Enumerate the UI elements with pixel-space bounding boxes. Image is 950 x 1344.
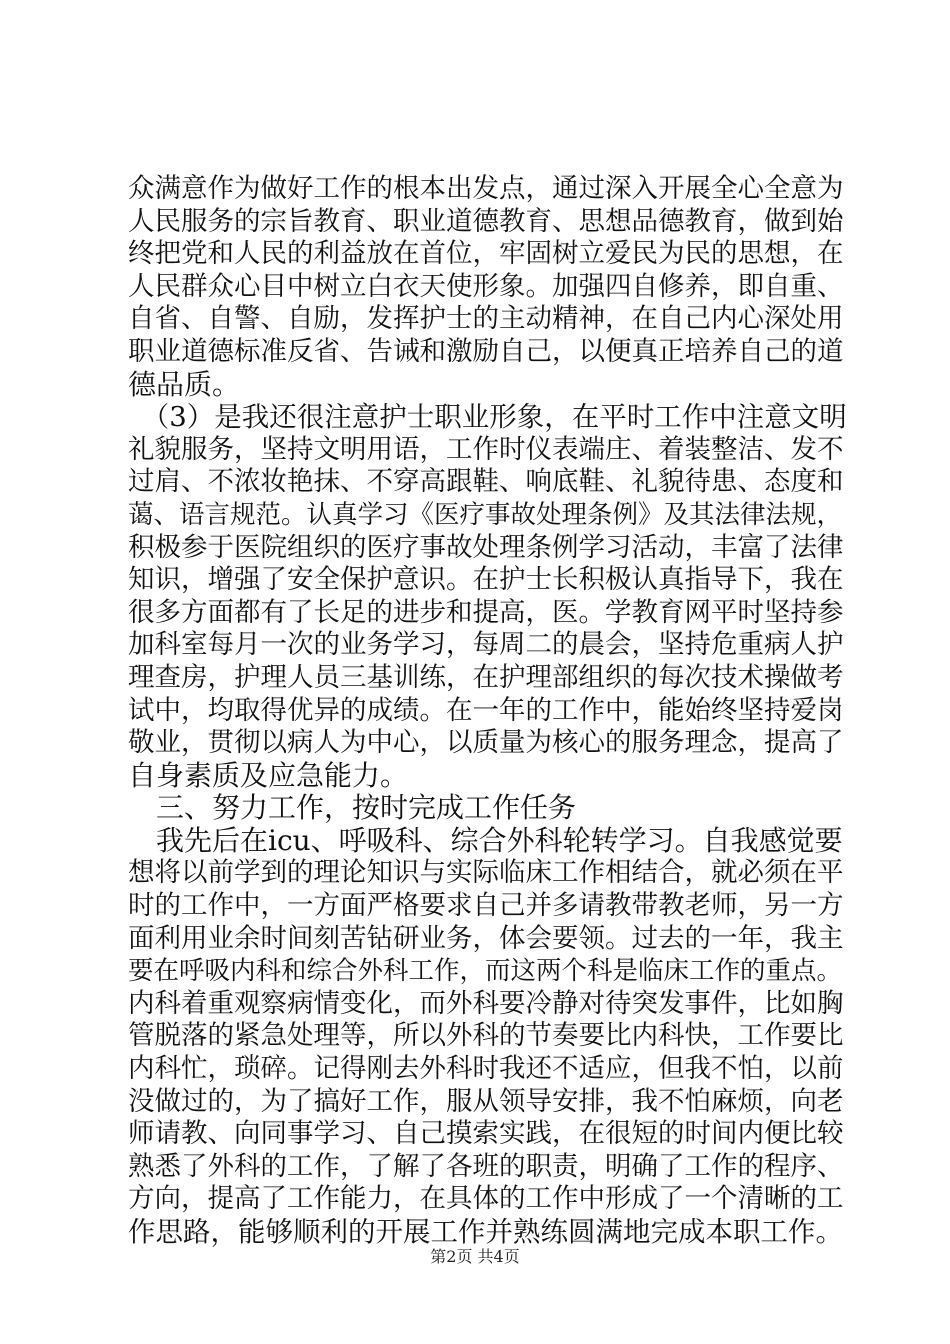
- text-line: 蔼、语言规范。认真学习《医疗事故处理条例》及其法律法规，: [128, 499, 843, 530]
- text-line: 要在呼吸内科和综合外科工作，而这两个科是临床工作的重点。: [128, 956, 843, 987]
- text-line: 人民服务的宗旨教育、职业道德教育、思想品德教育，做到始: [128, 205, 844, 237]
- text-line: 人民群众心目中树立白衣天使形象。加强四自修养，即自重、: [128, 270, 844, 302]
- text-line: 管脱落的紧急处理等，所以外科的节奏要比内科快，工作要比: [128, 1020, 844, 1052]
- text-line: 内科着重观察病情变化，而外科要冷静对待突发事件，比如胸: [128, 987, 844, 1019]
- text-line: 没做过的，为了搞好工作，服从领导安排，我不怕麻烦，向老: [128, 1085, 844, 1117]
- text-line: 积极参于医院组织的医疗事故处理条例学习活动，丰富了法律: [128, 531, 844, 563]
- text-line: 三、努力工作，按时完成工作任务: [128, 791, 577, 825]
- text-line: 礼貌服务，坚持文明用语，工作时仪表端庄、着装整洁、发不: [128, 433, 844, 465]
- text-line: 理查房，护理人员三基训练，在护理部组织的每次技术操做考: [128, 661, 844, 693]
- page-number-footer: 第2页 共4页: [430, 1247, 520, 1266]
- text-line: 终把党和人民的利益放在首位，牢固树立爱民为民的思想，在: [128, 238, 844, 270]
- text-line: 我先后在icu、呼吸科、综合外科轮转学习。自我感觉要: [128, 823, 843, 857]
- text-line: 自身素质及应急能力。: [128, 758, 409, 792]
- text-line: 方向，提高了工作能力，在具体的工作中形成了一个清晰的工: [128, 1183, 844, 1215]
- text-line: 内科忙，琐碎。记得刚去外科时我还不适应，但我不怕，以前: [128, 1053, 844, 1085]
- text-line: 作思路，能够顺利的开展工作并熟练圆满地完成本职工作。: [128, 1216, 843, 1248]
- document-body: [128, 173, 848, 1249]
- text-line: 加科室每月一次的业务学习，每周二的晨会，坚持危重病人护: [128, 629, 844, 661]
- text-line: 知识，增强了安全保护意识。在护士长积极认真指导下，我在: [128, 564, 844, 596]
- text-line: 试中，均取得优异的成绩。在一年的工作中，能始终坚持爱岗: [128, 694, 844, 726]
- text-line: 面利用业余时间刻苦钻研业务，体会要领。过去的一年，我主: [128, 922, 844, 954]
- text-line: 师请教、向同事学习、自己摸索实践，在很短的时间内便比较: [128, 1118, 844, 1150]
- text-line: 很多方面都有了长足的进步和提高，医。学教育网平时坚持参: [128, 596, 844, 628]
- text-line: 德品质。: [128, 367, 241, 401]
- text-line: 过肩、不浓妆艳抹、不穿高跟鞋、响底鞋、礼貌待患、态度和: [128, 466, 844, 498]
- text-line: 自省、自警、自励，发挥护士的主动精神，在自己内心深处用: [128, 303, 844, 335]
- text-line: 想将以前学到的理论知识与实际临床工作相结合，就必须在平: [128, 857, 844, 889]
- text-line: 众满意作为做好工作的根本出发点，通过深入开展全心全意为: [128, 173, 844, 204]
- text-line: 时的工作中，一方面严格要求自己并多请教带教老师，另一方: [128, 890, 844, 922]
- text-line: （3）是我还很注意护士职业形象，在平时工作中注意文明: [128, 401, 847, 434]
- text-line: 职业道德标准反省、告诫和激励自己，以便真正培养自己的道: [128, 335, 844, 367]
- text-line: 熟悉了外科的工作，了解了各班的职责，明确了工作的程序、: [128, 1150, 844, 1182]
- text-line: 敬业，贯彻以病人为中心，以质量为核心的服务理念，提高了: [128, 727, 844, 759]
